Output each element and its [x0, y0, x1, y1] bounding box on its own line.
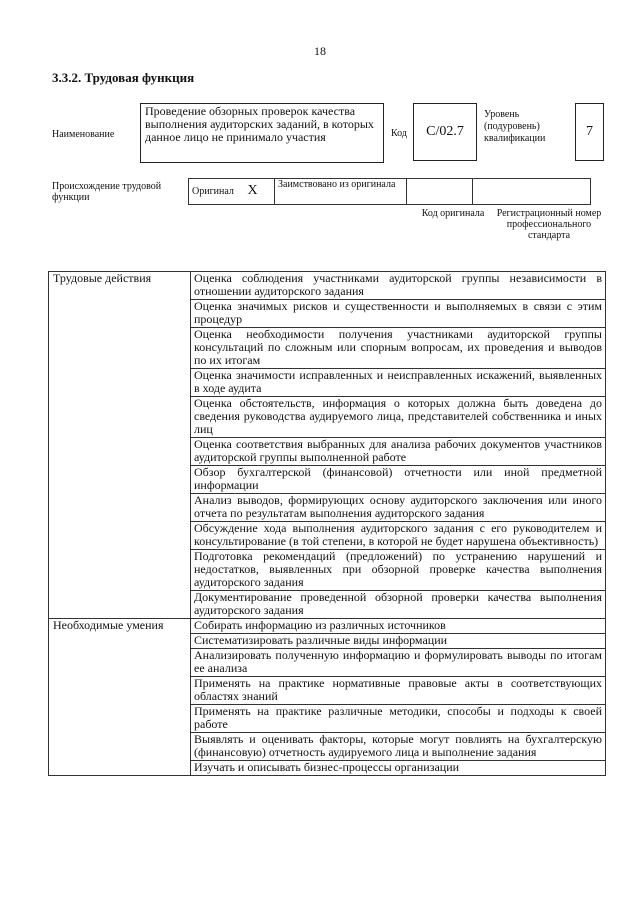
- required-skill-item: Применять на практике различные методики, способы и подходы к своей работе: [191, 705, 606, 733]
- required-skill-item: Собирать информацию из различных источников: [191, 619, 606, 634]
- original-label: Оригинал: [189, 179, 245, 205]
- original-mark: X: [245, 179, 275, 205]
- required-skill-item: Применять на практике нормативные правовые акты в соответствующих областях знаний: [191, 677, 606, 705]
- registration-number-cell: [473, 179, 591, 205]
- code-label: Код: [391, 128, 407, 139]
- labor-action-item: Подготовка рекомендаций (предложений) по устранению нарушений и недостатков, выявленных при обзорной проверке качества выполнения аудиторского задания: [191, 550, 606, 591]
- labor-action-item: Обзор бухгалтерской (финансовой) отчетности или иной предметной информации: [191, 466, 606, 494]
- required-skill-row: [49, 619, 606, 634]
- labor-action-category-label: Трудовые действия: [49, 272, 191, 619]
- name-label: Наименование: [52, 129, 115, 140]
- labor-action-item: Оценка обстоятельств, информация о которых должна быть доведена до сведения руководства аудируемого лица, представителей собственника и иных лиц: [191, 397, 606, 438]
- qualification-level-box: 7: [575, 103, 604, 161]
- registration-number-caption: Регистрационный номер профессионального стандарта: [496, 208, 602, 241]
- borrowed-label: Заимствовано из оригинала: [275, 179, 407, 205]
- required-skill-category-label: Необходимые умения: [49, 619, 191, 776]
- required-skill-item: Анализировать полученную информацию и формулировать выводы по итогам ее анализа: [191, 649, 606, 677]
- original-code-caption: Код оригинала: [421, 208, 485, 219]
- original-code-cell: [407, 179, 473, 205]
- code-box: C/02.7: [413, 103, 477, 161]
- functions-table: [48, 271, 606, 776]
- labor-action-item: Обсуждение хода выполнения аудиторского задания с его руководителем и консультирование (в той степени, в которой не будет нарушена объективность): [191, 522, 606, 550]
- labor-action-item: Оценка значимости исправленных и неисправленных искажений, выявленных в ходе аудита: [191, 369, 606, 397]
- labor-action-item: Оценка соблюдения участниками аудиторской группы независимости в отношении аудиторского задания: [191, 272, 606, 300]
- function-name-box: Проведение обзорных проверок качества выполнения аудиторских заданий, в которых данное лицо не принимало участия: [140, 103, 384, 163]
- labor-action-item: Оценка необходимости получения участниками аудиторской группы консультаций по сложным или спорным вопросам, их проведения и выводов по их итогам: [191, 328, 606, 369]
- required-skill-item: Систематизировать различные виды информации: [191, 634, 606, 649]
- labor-action-item: Оценка соответствия выбранных для анализа рабочих документов участников аудиторской группы выполненной работе: [191, 438, 606, 466]
- qualification-level-label: Уровень (подуровень) квалификации: [484, 109, 546, 144]
- required-skill-item: Изучать и описывать бизнес-процессы организации: [191, 761, 606, 776]
- labor-action-row: [49, 272, 606, 300]
- labor-action-item: Оценка значимых рисков и существенности и выполняемых в связи с этим процедур: [191, 300, 606, 328]
- section-title: 3.3.2. Трудовая функция: [52, 70, 195, 85]
- origin-label: Происхождение трудовой функции: [52, 181, 162, 203]
- labor-action-item: Документирование проведенной обзорной проверки качества выполнения аудиторского задания: [191, 591, 606, 619]
- required-skill-item: Выявлять и оценивать факторы, которые могут повлиять на бухгалтерскую (финансовую) отчетность аудируемого лица и выполнение задания: [191, 733, 606, 761]
- labor-action-item: Анализ выводов, формирующих основу аудиторского заключения или иного отчета по результатам выполнения аудиторского задания: [191, 494, 606, 522]
- page-number: 18: [314, 44, 326, 58]
- origin-table: [188, 178, 591, 205]
